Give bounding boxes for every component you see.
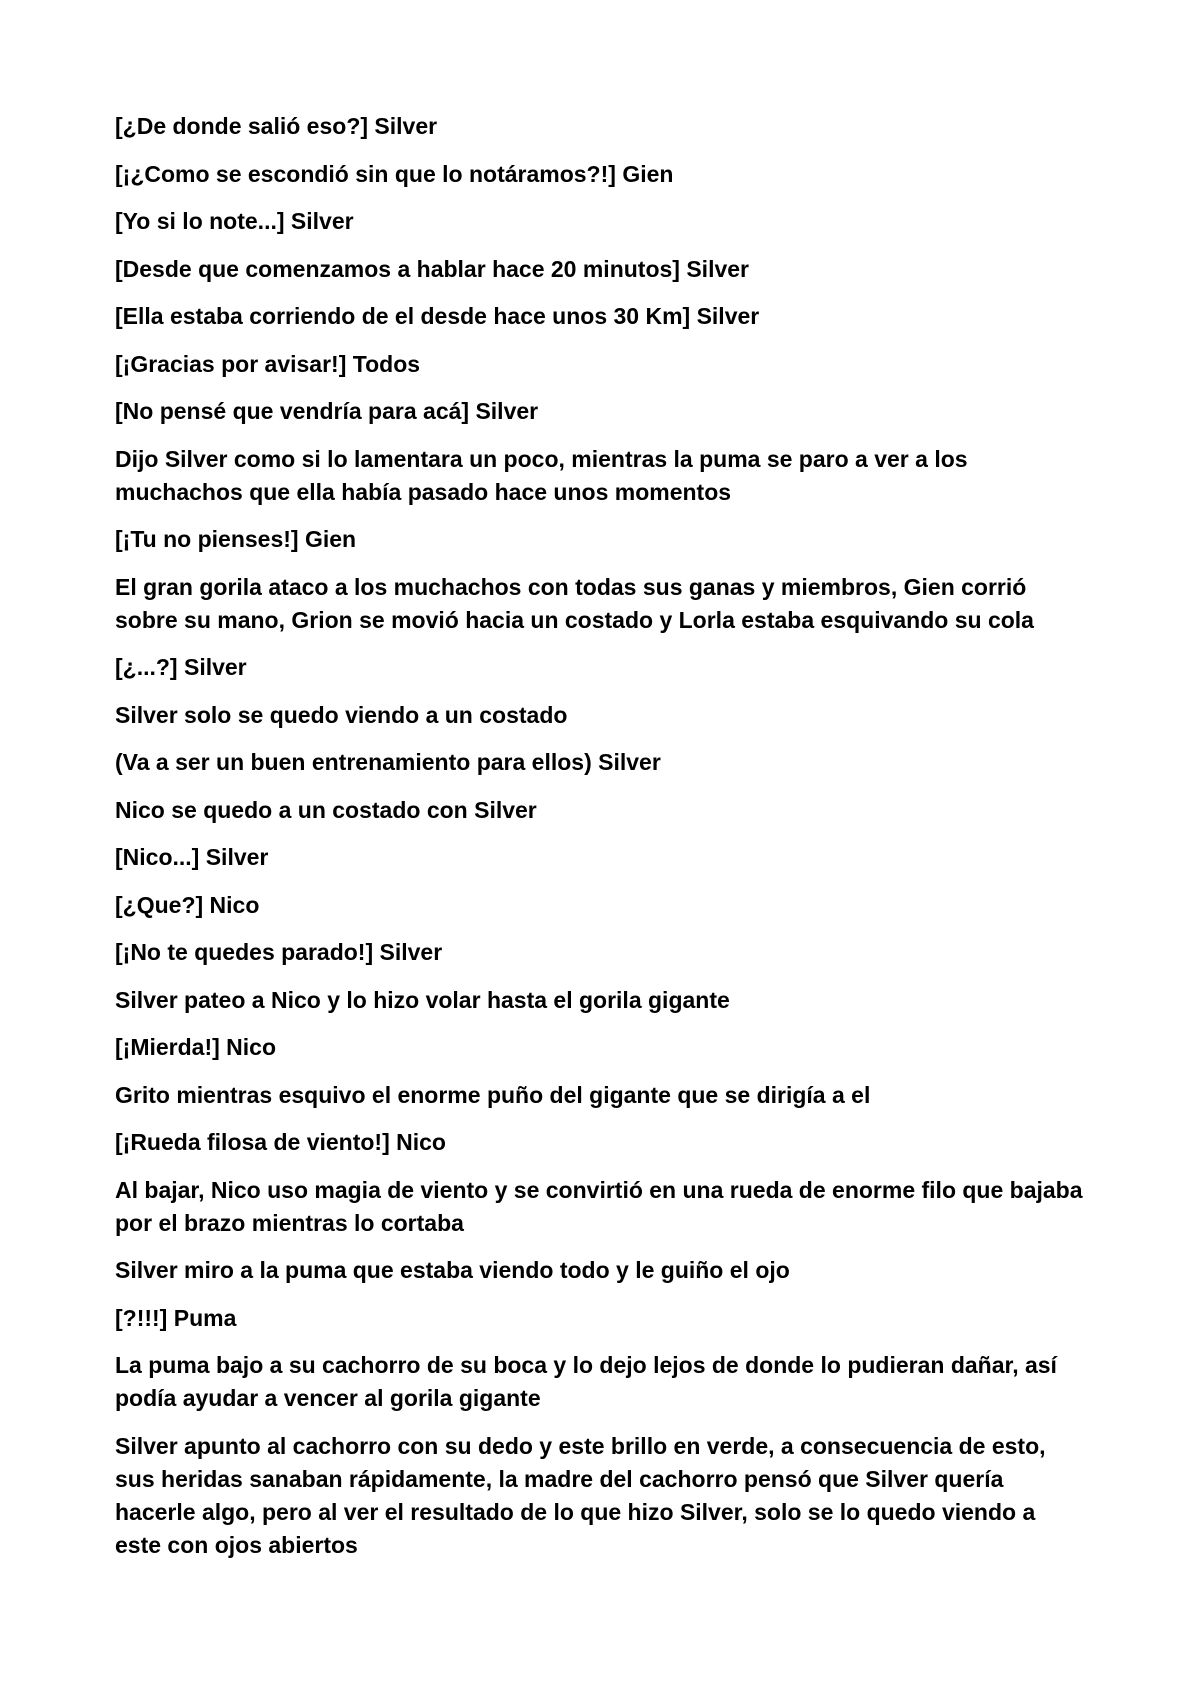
document-body [115,110,1085,1576]
paragraph: Silver solo se quedo viendo a un costado [115,701,568,728]
paragraph: [Yo si lo note...] Silver [115,208,354,234]
paragraph: (Va a ser un buen entrenamiento para ellos) Silver [115,749,661,775]
paragraph: Silver apunto al cachorro con su dedo y este brillo en verde, a consecuencia de esto, sus heridas sanaban rápidamente, la madre del cachorro pensó que Silver quería hacerle algo, pero al ver el resultado de lo que hizo Silver, solo se lo quedo viendo a este con ojos abiertos [115,1432,1046,1558]
paragraph: Nico se quedo a un costado con Silver [115,796,537,823]
paragraph: [¡No te quedes parado!] Silver [115,939,443,965]
paragraph: [Nico...] Silver [115,844,269,870]
paragraph: [¿Que?] Nico [115,891,260,918]
paragraph: Al bajar, Nico uso magia de viento y se convirtió en una rueda de enorme filo que bajaba por el brazo mientras lo cortaba [115,1176,1083,1236]
paragraph: Silver miro a la puma que estaba viendo todo y le guiño el ojo [115,1257,790,1283]
paragraph: Silver pateo a Nico y lo hizo volar hasta el gorila gigante [115,986,730,1013]
paragraph: [¡Tu no pienses!] Gien [115,526,357,552]
paragraph: [¡Rueda filosa de viento!] Nico [115,1129,446,1155]
paragraph: [Desde que comenzamos a hablar hace 20 minutos] Silver [115,255,749,282]
paragraph: [¡¿Como se escondió sin que lo notáramos?!] Gien [115,160,674,187]
paragraph: Grito mientras esquivo el enorme puño del gigante que se dirigía a el [115,1081,871,1108]
paragraph: [?!!!] Puma [115,1304,237,1331]
paragraph: [¡Gracias por avisar!] Todos [115,350,421,377]
paragraph: [¿...?] Silver [115,654,247,680]
paragraph: Dijo Silver como si lo lamentara un poco, mientras la puma se paro a ver a los muchachos que ella había pasado hace unos momentos [115,445,968,505]
paragraph: [Ella estaba corriendo de el desde hace unos 30 Km] Silver [115,303,760,329]
paragraph: [¡Mierda!] Nico [115,1034,276,1060]
paragraph: El gran gorila ataco a los muchachos con todas sus ganas y miembros, Gien corrió sobre su mano, Grion se movió hacia un costado y Lorla estaba esquivando su cola [115,573,1034,633]
paragraph: La puma bajo a su cachorro de su boca y lo dejo lejos de donde lo pudieran dañar, así podía ayudar a vencer al gorila gigante [115,1352,1057,1411]
paragraph: [¿De donde salió eso?] Silver [115,113,438,139]
paragraph: [No pensé que vendría para acá] Silver [115,398,539,424]
